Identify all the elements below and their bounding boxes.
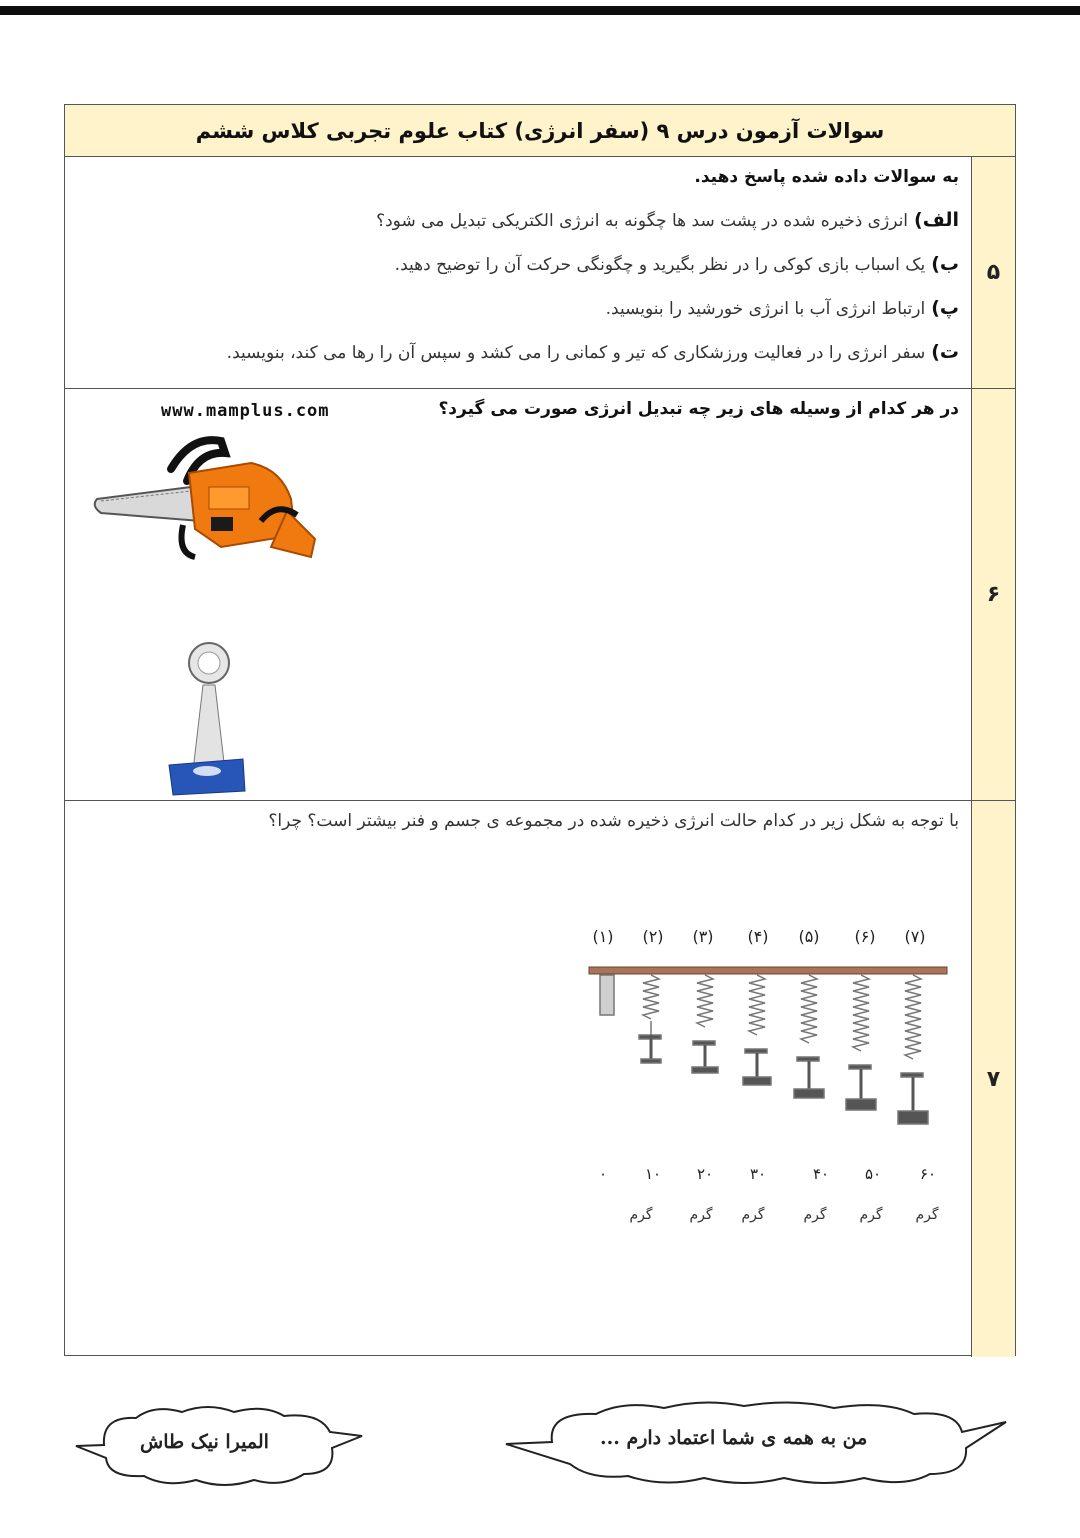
question-number: ۶	[971, 389, 1015, 800]
unit-label: گرم	[689, 1207, 713, 1223]
mass-value: ۲۰	[696, 1165, 714, 1183]
unit-label: گرم	[859, 1207, 883, 1223]
question-number: ۵	[971, 157, 1015, 388]
unit-label: گرم	[629, 1207, 653, 1223]
question-7-content	[65, 801, 971, 1357]
question-6-row	[65, 389, 1015, 801]
question-5-item-b: ب)یک اسباب بازی کوکی را در نظر بگیرید و چگونگی حرکت آن را توضیح دهید.	[394, 253, 959, 275]
mass-value: ۰	[598, 1165, 608, 1183]
question-5-item-a: الف)انرژی ذخیره شده در پشت سد ها چگونه به انرژی الکتریکی تبدیل می شود؟	[376, 209, 959, 231]
motto-text: من به همه ی شما اعتماد دارم ...	[600, 1427, 868, 1449]
unit-label: گرم	[915, 1207, 939, 1223]
exam-sheet	[64, 104, 1016, 1356]
top-rule	[0, 6, 1080, 15]
author-name: المیرا نیک طاش	[140, 1431, 269, 1453]
chainsaw-image	[91, 429, 321, 579]
desk-fan-image	[161, 639, 251, 799]
question-5-content	[65, 157, 971, 388]
unit-label: گرم	[741, 1207, 765, 1223]
mass-value: ۳۰	[749, 1165, 767, 1183]
mass-value: ۱۰	[644, 1165, 662, 1183]
mass-value: ۶۰	[919, 1165, 937, 1183]
question-7-row	[65, 801, 1015, 1357]
page-title: سوالات آزمون درس ۹ (سفر انرژی) کتاب علوم تجربی کلاس ششم	[65, 105, 1015, 157]
spring-label: (۴)	[747, 927, 769, 946]
unit-label: گرم	[803, 1207, 827, 1223]
question-5-intro: به سوالات داده شده پاسخ دهید.	[694, 167, 959, 187]
question-7-text: با توجه به شکل زیر در کدام حالت انرژی ذخیره شده در مجموعه ی جسم و فنر بیشتر است؟ چرا؟	[268, 811, 959, 831]
spring-label: (۷)	[904, 927, 926, 946]
question-number: ۷	[971, 801, 1015, 1357]
mass-value: ۵۰	[864, 1165, 882, 1183]
spring-label: (۲)	[642, 927, 664, 946]
spring-label: (۳)	[692, 927, 714, 946]
question-5-row	[65, 157, 1015, 389]
question-5-item-p: پ)ارتباط انرژی آب با انرژی خورشید را بنویسید.	[605, 297, 959, 319]
website-watermark: www.mamplus.com	[161, 401, 330, 421]
mass-value: ۴۰	[812, 1165, 830, 1183]
question-5-item-t: ت)سفر انرژی را در فعالیت ورزشکاری که تیر و کمانی را می کشد و سپس آن را رها می کند، بنویسید.	[226, 341, 959, 363]
spring-label: (۵)	[798, 927, 820, 946]
question-6-content	[65, 389, 971, 800]
spring-label: (۱)	[592, 927, 614, 946]
question-6-text: در هر کدام از وسیله های زیر چه تبدیل انرژی صورت می گیرد؟	[438, 399, 959, 419]
spring-label: (۶)	[854, 927, 876, 946]
springs-diagram	[585, 961, 955, 1141]
